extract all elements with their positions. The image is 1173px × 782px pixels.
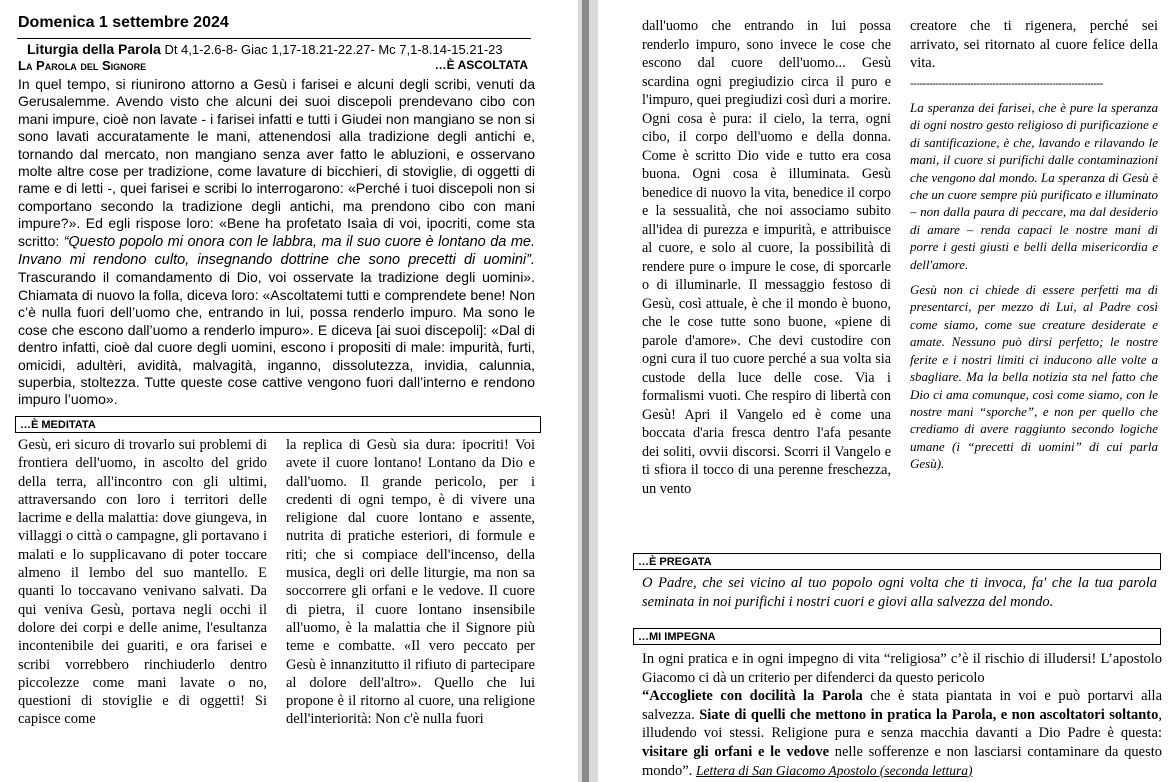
gospel-part-1: In quel tempo, si riunirono attorno a Gesù i farisei e alcuni degli scribi, venuti da Gerusalemme. Avendo visto che alcuni dei suoi discepoli prendevano cibo con mani impure, cioè non lavate - i farisei infatti e tutti i Giudei non mangiano se non si sono lavati accuratamente le mani, attenendosi alla tradizione degli antichi e, tornando dal mercato, non mangiano senza aver fatto le abluzioni, e osservano molte altre cose per tradizione, come lavature di bicchieri, di stoviglie, di oggetti di rame e di letti -, quei farisei e scribi lo interrogarono: «Perché i tuoi discepoli non si comportano secondo la tradizione degli antichi, ma prendono cibo con mani impure?». Ed egli rispose loro: «Bene ha profetato Isaìa di voi, ipocriti, come sta scritto: xyxy=(18,76,535,249)
gospel-text xyxy=(18,76,535,409)
commitment-intro: In ogni pratica e in ogni impegno di vita “religiosa” c’è il rischio di illudersi! L’apostolo Giacomo ci dà un criterio per difenderci da questo pericolo xyxy=(642,651,1162,686)
pregata-label: …È PREGATA xyxy=(638,556,712,568)
ascoltata-label: …È ASCOLTATA xyxy=(434,58,528,72)
left-page xyxy=(0,0,578,782)
gospel-part-2: Trascurando il comandamento di Dio, voi osservate la tradizione degli uomini». Chiamata di nuovo la folla, diceva loro: «Ascoltatemi tutti e comprendete bene! Non c’è nulla fuori dell’uomo che, entrando in lui, possa renderlo impuro. Ma sono le cose che escono dall’uomo a renderlo impuro». E diceva [ai suoi discepoli]: «Dal di dentro infatti, cioè dal cuore degli uomini, escono i propositi di male: impurità, furti, omicidi, adultèri, avidità, malvagità, inganno, dissolutezza, invidia, calunnia, superbia, stoltezza. Tutte queste cose cattive vengono fuori dall’interno e rendono impuro l’uomo». xyxy=(18,269,535,408)
word-heading-row xyxy=(18,58,528,73)
reflection-note xyxy=(910,99,1158,473)
meditation-column-3: dall'uomo che entrando in lui possa renderlo impuro, sono invece le cose che escono dal cuore dell'uomo... Gesù scardina ogni pregiudizio circa il puro e l'impuro, quei pregiudizi così duri a morire. Ogni cosa è pura: il cielo, la terra, ogni cibo, il corpo dell'uomo e della donna. Come è scritto Dio vide e tutto era cosa buona. Ogni cosa è illuminata. Gesù benedice di nuovo la vita, benedice il corpo e la sessualità, che noi associamo subito all'idea di purezza e impurità, e attribuisce al cuore, e solo al cuore, la possibilità di rendere pure o impure le cose, di sporcarle o di illuminarle. Il messaggio festoso di Gesù, così attuale, è che il mondo è buono, che le cose tutte sono buone, «piene di parole d'amore». Che devi custodire con ogni cura il tuo cuore perché a sua volta sia custode della luce delle cose. Via i formalismi vuoti. Che respiro di libertà con Gesù! Apri il Vangelo ed è come una boccata d'aria fresca dentro l'afa pesante dei soliti, ovvii discorsi. Scorri il Vangelo e ti sfiora il tocco di una perenne freschezza, un vento xyxy=(642,18,891,497)
meditation-ending: creatore che ti rigenera, perché sei arrivato, sei ritornato al cuore felice della vita. xyxy=(910,18,1158,71)
commitment-text xyxy=(642,650,1162,780)
commitment-quote: “Accogliete con docilità la Parola che è stata piantata in voi e può portarvi alla salvezza. Siate di quelli che mettono in pratica la Parola, e non ascoltatori soltanto, illudendo voi stessi. Religione pura e senza macchia davanti a Dio Padre è questa: visitare gli orfani e le vedove nelle sofferenze e non lasciarsi contaminare da questo mondo”. Lettera di San Giacomo Apostolo (seconda lettura) xyxy=(642,688,1162,779)
right-page xyxy=(598,0,1173,782)
prayer-text: O Padre, che sei vicino al tuo popolo ogni volta che ti invoca, fa' che la tua parola seminata in noi purifichi i nostri cuori e giovi alla salvezza del mondo. xyxy=(642,575,1157,610)
page-date: Domenica 1 settembre 2024 xyxy=(18,14,229,31)
gospel-quote: “Questo popolo mi onora con le labbra, ma il suo cuore è lontano da me. Invano mi rendono culto, insegnando dottrine che sono precetti di uomini”. xyxy=(18,233,535,269)
meditation-column-4 xyxy=(910,17,1158,481)
word-heading: La Parola del Signore xyxy=(18,58,147,73)
meditata-label: …È MEDITATA xyxy=(20,419,96,431)
impegna-section-header xyxy=(633,628,1161,645)
reflection-paragraph-2: Gesù non ci chiede di essere perfetti ma di presentarci, per mezzo di Lui, al Padre così come siamo, come sue creature desiderate e amate. Nessuno può dirsi perfetto; le nostre ferite e i nostri limiti ci inducono alle volte a sbagliare. Ma la bella notizia sta nel fatto che Dio ci ama comunque, così come siamo, con le nostre mani “sporche”, e non per quello che crediamo di avere raggiunto secondo logiche umane (i “precetti di uomini” di cui parla Gesù). xyxy=(910,282,1158,472)
liturgy-header xyxy=(17,38,531,59)
reading-reference: Lettera di San Giacomo Apostolo (seconda lettura) xyxy=(695,762,973,778)
reflection-paragraph-1: La speranza dei farisei, che è pure la speranza di ogni nostro gesto religioso di purificazione e di santificazione, è che, lavando e rilavando le mani, il cuore si purifichi dalle contaminazioni che vengono dal mondo. La speranza di Gesù è che un cuore sempre più purificato e illuminato – non dalla paura di peccare, ma dal desiderio di amare – renda capaci le nostre mani di porre i gesti giusti e belli della misericordia e dell'amore. xyxy=(910,100,1158,272)
liturgy-readings: Dt 4,1-2.6-8- Giac 1,17-18.21-22.27- Mc 7,1-8.14-15.21-23 xyxy=(160,42,503,57)
impegna-label: …MI IMPEGNA xyxy=(638,631,716,643)
meditation-column-1: Gesù, eri sicuro di trovarlo sui problemi di frontiera dell'uomo, in ascolto del grido della terra, all'incontro con gli ultimi, attraversando con loro i territori delle lacrime e della malattia: dove giungeva, in villaggi o città o campagne, gli portavano i malati e lo supplicavano di poter toccare almeno il lembo del suo mantello. E quanti lo toccavano venivano salvati. Da qui veniva Gesù, portava negli occhi il dolore dei corpi e delle anime, l'esultanza incontenibile dei guariti, e ora farisei e scribi vorrebbero rinchiuderlo dentro piccolezze come mani lavate o no, questioni di stoviglie e di oggetti! Si capisce come xyxy=(18,437,267,728)
liturgy-title: Liturgia della Parola xyxy=(27,41,161,57)
meditation-column-2: la replica di Gesù sia dura: ipocriti! Voi avete il cuore lontano! Lontano da Dio e dall'uomo. Il grande pericolo, per i credenti di ogni tempo, è di vivere una religione dal cuore lontano e assente, nutrita di pratiche esteriori, di formule e riti; che si compiace dell'incenso, della musica, degli ori delle liturgie, ma non sa soccorrere gli orfani e le vedove. Il cuore di pietra, il cuore lontano insensibile all'uomo, è la malattia che il Signore più teme e combatte. «Il vero peccato per Gesù è innanzitutto il rifiuto di partecipare al dolore dell'altro». Quello che lui propone è il ritorno al cuore, una religione dell'interiorità: Non c'è nulla fuori xyxy=(286,437,535,728)
meditata-section-header xyxy=(15,416,541,433)
pregata-section-header xyxy=(633,553,1161,570)
page-divider xyxy=(578,0,598,782)
dashed-separator: ------------------------------------------------------------- xyxy=(910,77,1103,90)
